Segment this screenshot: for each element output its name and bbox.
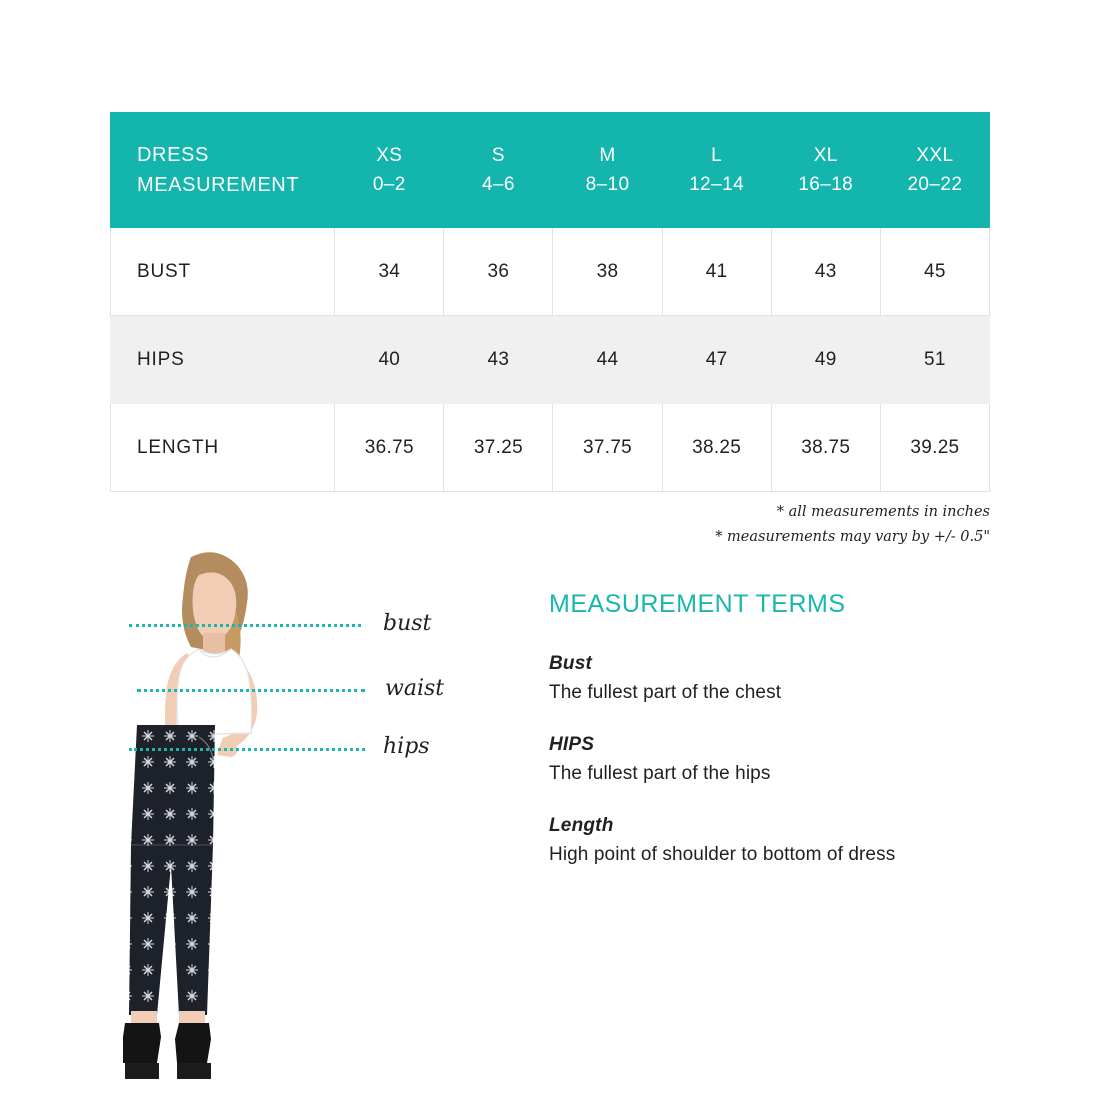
cell-bust-xl: 43	[771, 228, 880, 316]
cell-bust-s: 36	[444, 228, 553, 316]
term-length	[549, 815, 1009, 866]
cell-length-s: 37.25	[444, 404, 553, 492]
waist-leader-line	[137, 689, 365, 692]
size-range: 8–10	[585, 174, 630, 195]
size-range: 16–18	[798, 174, 854, 195]
header-size-xl	[771, 113, 880, 228]
cell-bust-xxl: 45	[880, 228, 989, 316]
term-length-description: High point of shoulder to bottom of dress	[549, 844, 896, 865]
size-label: XXL	[916, 144, 954, 166]
cell-hips-m: 44	[553, 316, 662, 404]
size-range: 4–6	[481, 174, 515, 195]
table-row-bust	[111, 228, 990, 316]
row-label: BUST	[111, 228, 335, 316]
cell-length-xl: 38.75	[771, 404, 880, 492]
header-measurement-title	[111, 113, 335, 228]
size-label: M	[599, 144, 616, 166]
measurement-notes	[110, 500, 990, 550]
cell-length-l: 38.25	[662, 404, 771, 492]
cell-hips-xl: 49	[771, 316, 880, 404]
measurement-terms-section	[549, 590, 1009, 896]
cell-bust-xs: 34	[335, 228, 444, 316]
size-label: XL	[813, 144, 838, 166]
term-length-title: Length	[549, 815, 614, 836]
bust-leader-line	[129, 624, 361, 627]
term-hips-description: The fullest part of the hips	[549, 763, 771, 784]
header-size-s	[444, 113, 553, 228]
table-row-length	[111, 404, 990, 492]
size-label: L	[711, 144, 723, 166]
term-bust-description: The fullest part of the chest	[549, 682, 782, 703]
header-size-xxl	[880, 113, 989, 228]
model-figure	[95, 545, 555, 1090]
note-tolerance: * measurements may vary by +/- 0.5"	[715, 528, 990, 545]
row-label: HIPS	[111, 316, 335, 404]
header-title-line2: MEASUREMENT	[137, 174, 300, 196]
table-header	[111, 113, 990, 228]
waist-label: waist	[385, 676, 445, 701]
cell-bust-m: 38	[553, 228, 662, 316]
header-size-xs	[335, 113, 444, 228]
size-label: XS	[376, 144, 403, 166]
hips-label: hips	[383, 734, 430, 759]
header-size-l	[662, 113, 771, 228]
hips-leader-line	[129, 748, 365, 751]
header-title-line1: DRESS	[137, 144, 209, 166]
term-bust-title: Bust	[549, 653, 593, 674]
cell-hips-xs: 40	[335, 316, 444, 404]
bust-label: bust	[383, 611, 432, 636]
cell-hips-xxl: 51	[880, 316, 989, 404]
table-body	[111, 228, 990, 492]
cell-bust-l: 41	[662, 228, 771, 316]
term-bust	[549, 653, 1009, 704]
size-range: 20–22	[907, 174, 963, 195]
cell-length-xs: 36.75	[335, 404, 444, 492]
cell-hips-s: 43	[444, 316, 553, 404]
terms-heading: MEASUREMENT TERMS	[549, 590, 846, 618]
cell-hips-l: 47	[662, 316, 771, 404]
size-range: 0–2	[372, 174, 406, 195]
table-row-hips	[111, 316, 990, 404]
header-size-m	[553, 113, 662, 228]
size-chart-table	[110, 112, 990, 492]
cell-length-xxl: 39.25	[880, 404, 989, 492]
size-label: S	[491, 144, 505, 166]
note-units: * all measurements in inches	[776, 504, 990, 520]
term-hips-title: HIPS	[549, 734, 595, 755]
size-range: 12–14	[689, 174, 745, 195]
term-hips	[549, 734, 1009, 785]
table-header-row	[111, 113, 990, 228]
row-label: LENGTH	[111, 404, 335, 492]
cell-length-m: 37.75	[553, 404, 662, 492]
